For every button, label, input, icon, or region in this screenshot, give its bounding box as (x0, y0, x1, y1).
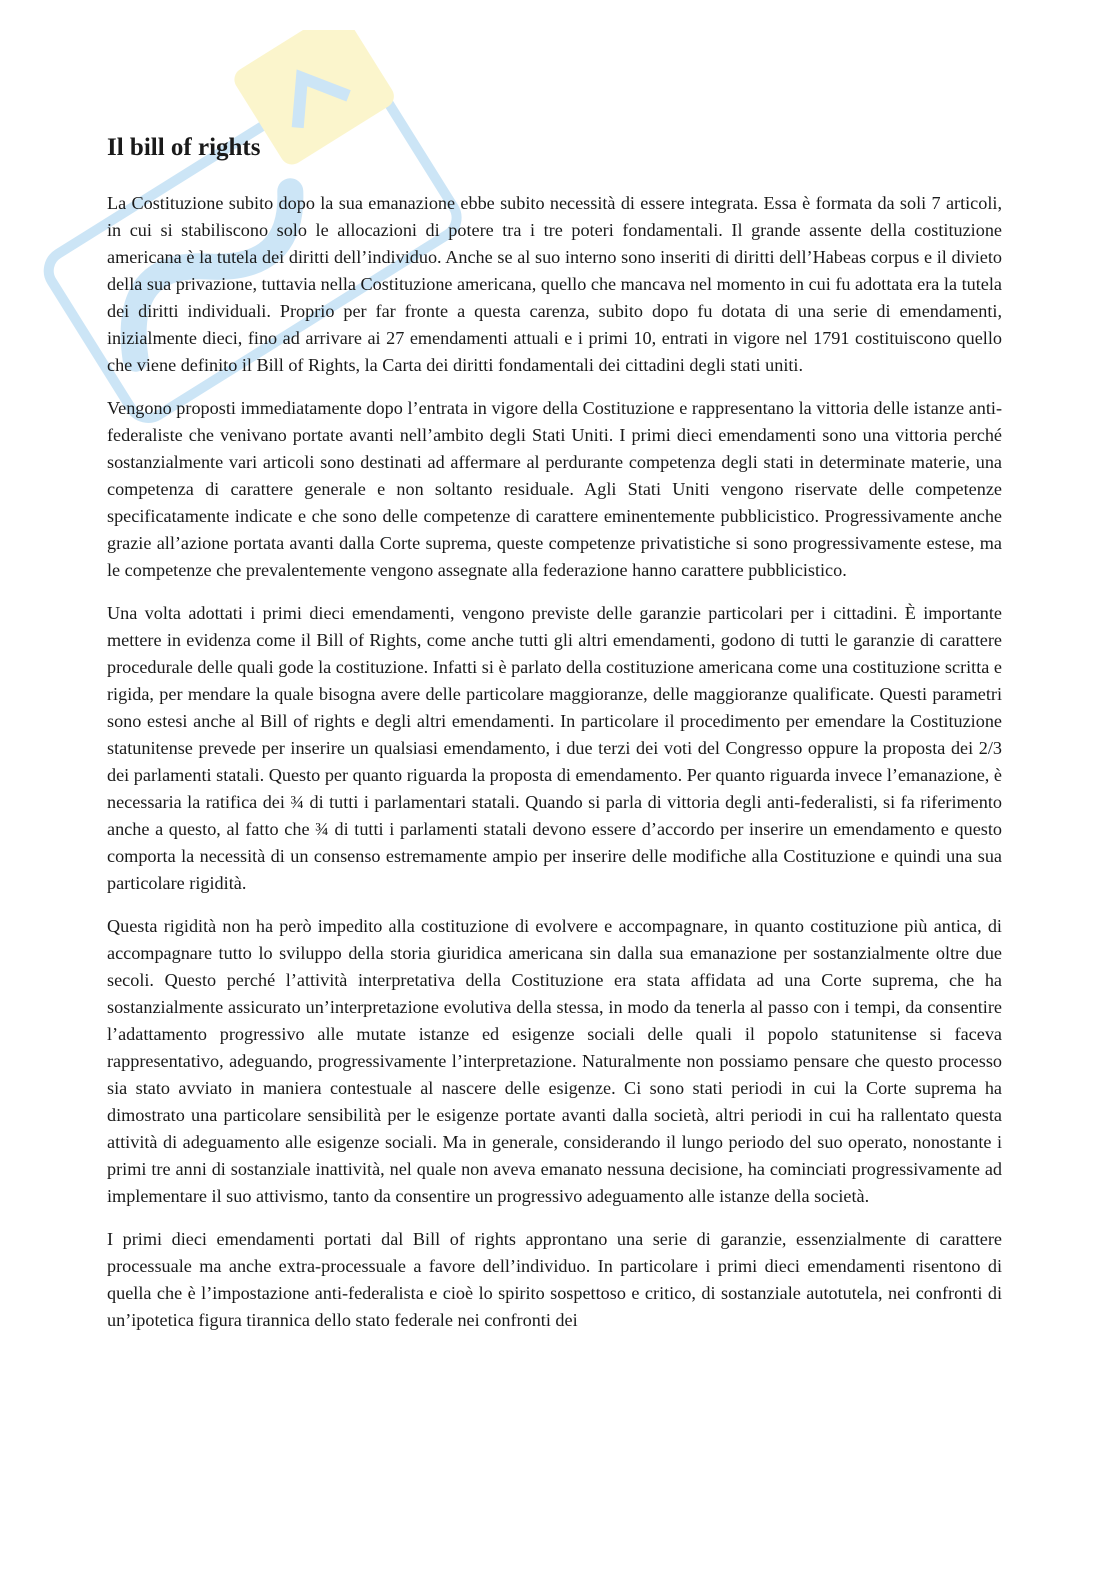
page-title: Il bill of rights (107, 134, 261, 161)
paragraph-5: I primi dieci emendamenti portati dal Bill of rights approntano una serie di garanzie, essenzialmente di carattere processuale ma anche extra-processuale a favore dell’individuo. In particolare i primi dieci emendamenti risentono di quella che è l’impostazione anti-federalista e cioè lo spirito sospettoso e critico, di sostanziale autotutela, nei confronti di un’ipotetica figura tirannica dello stato federale nei confronti dei (107, 1229, 1002, 1330)
paragraph-4: Questa rigidità non ha però impedito alla costituzione di evolvere e accompagnare, in quanto costituzione più antica, di accompagnare tutto lo sviluppo della storia giuridica americana sin dalla sua emanazione per sostanzialmente oltre due secoli. Questo perché l’attività interpretativa della Costituzione era stata affidata ad una Corte suprema, che ha sostanzialmente assicurato un’interpretazione evolutiva della stessa, in modo da tenerla al passo con i tempi, da consentire l’adattamento progressivo alle mutate istanze ed esigenze sociali delle quali il popolo statunitense si faceva rappresentativo, adeguando, progressivamente l’interpretazione. Naturalmente non possiamo pensare che questo processo sia stato avviato in maniera contestuale al nascere delle esigenze. Ci sono stati periodi in cui la Corte suprema ha dimostrato una particolare sensibilità per le esigenze portate avanti dalla società, altri periodi in cui ha rallentato questa attività di adeguamento alle esigenze sociali. Ma in generale, considerando il lungo periodo del suo operato, nonostante i primi tre anni di sostanziale inattività, nel quale non aveva emanato nessuna decisione, ha cominciati progressivamente ad implementare il suo attivismo, tanto da consentire un progressivo adeguamento alle istanze della società. (107, 916, 1002, 1206)
paragraph-1: La Costituzione subito dopo la sua emanazione ebbe subito necessità di essere integrata. Essa è formata da soli 7 articoli, in cui si stabiliscono solo le allocazioni di potere tra i tre poteri fondamentali. Il grande assente della costituzione americana è la tutela dei diritti dell’individuo. Anche se al suo interno sono inseriti di diritti dell’Habeas corpus e il divieto della sua privazione, tuttavia nella Costituzione americana, quello che mancava nel momento in cui fu adottata era la tutela dei diritti individuali. Proprio per far fronte a questa carenza, subito dopo fu dotata di una serie di emendamenti, inizialmente dieci, fino ad arrivare ai 27 emendamenti attuali e i primi 10, entrati in vigore nel 1791 costituiscono quello che viene definito il Bill of Rights, la Carta dei diritti fondamentali dei cittadini degli stati uniti. (107, 193, 1002, 375)
paragraph-2: Vengono proposti immediatamente dopo l’entrata in vigore della Costituzione e rappresentano la vittoria delle istanze anti-federaliste che venivano portate avanti nell’ambito degli Stati Uniti. I primi dieci emendamenti sono una vittoria perché sostanzialmente vari articoli sono destinati ad affermare al perdurante competenza degli stati in determinate materie, una competenza di carattere generale e non soltanto residuale. Agli Stati Uniti vengono riservate delle competenze specificatamente indicate e che sono delle competenze di carattere eminentemente pubblicistico. Progressivamente anche grazie all’azione portata avanti dalla Corte suprema, queste competenze privatistiche si sono progressivamente estese, ma le competenze che prevalentemente vengono assegnate alla federazione hanno carattere pubblicistico. (107, 398, 1002, 580)
paragraph-3: Una volta adottati i primi dieci emendamenti, vengono previste delle garanzie particolari per i cittadini. È importante mettere in evidenza come il Bill of Rights, come anche tutti gli altri emendamenti, godono di tutti le garanzie di carattere procedurale delle quali gode la costituzione. Infatti si è parlato della costituzione americana come una costituzione scritta e rigida, per mendare la quale bisogna avere delle particolare maggioranze, delle maggioranze qualificate. Questi parametri sono estesi anche al Bill of rights e degli altri emendamenti. In particolare il procedimento per emendare la Costituzione statunitense prevede per inserire un qualsiasi emendamento, i due terzi dei voti del Congresso oppure la proposta dei 2/3 dei parlamenti statali. Questo per quanto riguarda la proposta di emendamento. Per quanto riguarda invece l’emanazione, è necessaria la ratifica dei ¾ di tutti i parlamentari statali. Quando si parla di vittoria degli anti-federalisti, si fa riferimento anche a questo, al fatto che ¾ di tutti i parlamenti statali devono essere d’accordo per inserire un emendamento e questo comporta la necessità di un consenso estremamente ampio per inserire delle modifiche alla Costituzione e quindi una sua particolare rigidità. (107, 603, 1002, 893)
document-page (107, 128, 1002, 1350)
